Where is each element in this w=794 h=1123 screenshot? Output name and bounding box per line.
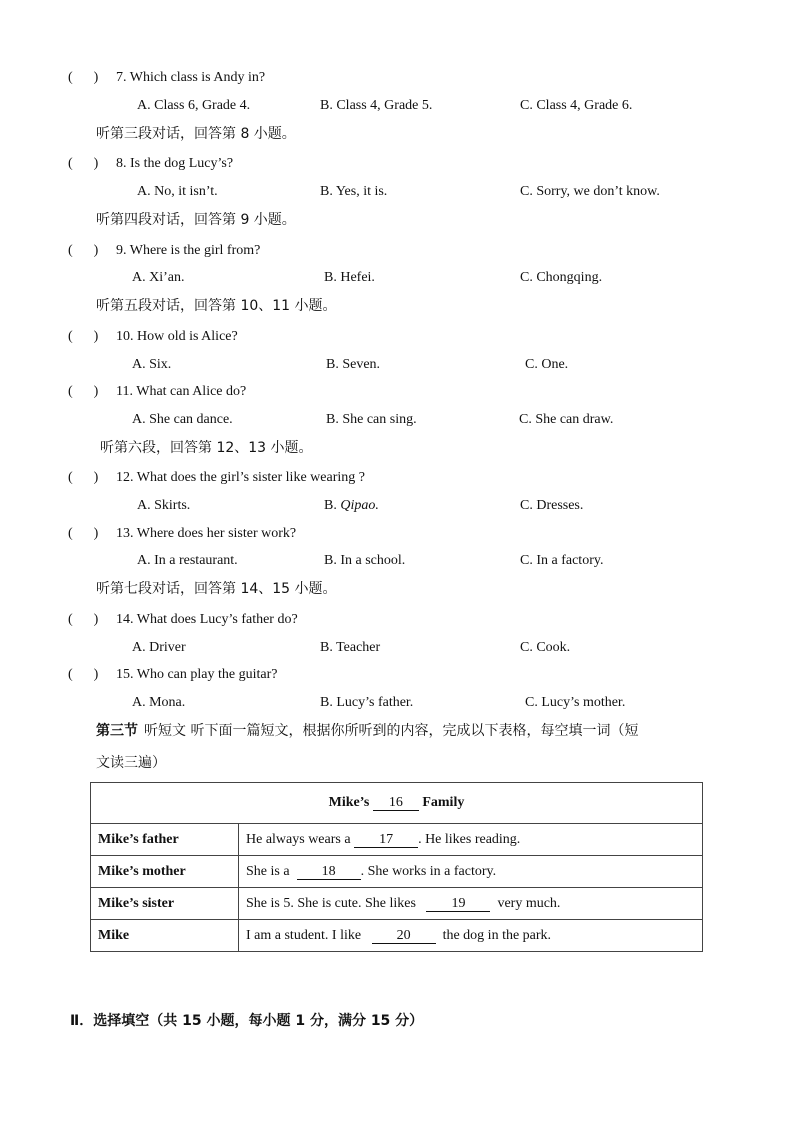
option-b-letter: B. [324,498,337,513]
option-c[interactable]: C. Chongqing. [520,270,603,285]
table-title: Mike’s 16 Family [91,783,703,824]
row-label: Mike’s mother [91,856,239,888]
option-a[interactable]: A. Six. [132,357,172,372]
option-a[interactable]: A. No, it isn’t. [137,184,218,199]
row-content: He always wears a 17 . He likes reading. [239,824,703,856]
instruction-s3: 听第三段对话，回答第 8 小题。 [96,126,296,142]
option-c[interactable]: C. Cook. [520,640,571,655]
instruction-s7: 听第七段对话，回答第 14、15 小题。 [96,581,337,597]
section3-line2: 文读三遍） [96,755,166,771]
instruction-s5: 听第五段对话，回答第 10、11 小题。 [96,298,337,314]
answer-paren[interactable]: ( ) [68,70,99,85]
answer-paren[interactable]: ( ) [68,329,99,344]
section3-text: 听短文 听下面一篇短文，根据你所听到的内容，完成以下表格，每空填一词（短 [144,723,639,739]
option-b[interactable]: B. She can sing. [326,412,417,427]
blank-19[interactable]: 19 [426,897,490,912]
option-c[interactable]: C. Class 4, Grade 6. [520,98,633,113]
table-row [91,888,703,920]
table-row [91,920,703,952]
question-text: 12. What does the girl’s sister like wearing ? [116,470,365,485]
question-text: 15. Who can play the guitar? [116,667,278,682]
option-a[interactable]: A. Xi’an. [132,270,185,285]
table-row [91,856,703,888]
option-a[interactable]: A. Driver [132,640,186,655]
blank-16[interactable]: 16 [373,796,419,811]
row-label: Mike’s sister [91,888,239,920]
row-label: Mike’s father [91,824,239,856]
option-c[interactable]: C. In a factory. [520,553,604,568]
answer-paren[interactable]: ( ) [68,667,99,682]
instruction-s6: 听第六段，回答第 12、13 小题。 [100,440,313,456]
option-b[interactable]: B. Seven. [326,357,381,372]
answer-paren[interactable]: ( ) [68,156,99,171]
option-c[interactable]: C. Lucy’s mother. [525,695,626,710]
table-row [91,824,703,856]
question-text: 8. Is the dog Lucy’s? [116,156,234,171]
section3-heading: 第三节 [96,723,138,739]
option-b-italic: Qipao. [340,498,379,513]
instruction-s4: 听第四段对话，回答第 9 小题。 [96,212,296,228]
option-b[interactable]: B. Yes, it is. [320,184,388,199]
question-text: 10. How old is Alice? [116,329,238,344]
option-a[interactable]: A. Class 6, Grade 4. [137,98,251,113]
question-text: 13. Where does her sister work? [116,526,297,541]
answer-paren[interactable]: ( ) [68,384,99,399]
blank-18[interactable]: 18 [297,865,361,880]
family-table [90,782,703,952]
part2-heading: Ⅱ．选择填空（共 15 小题，每小题 1 分，满分 15 分） [70,1013,424,1029]
question-text: 7. Which class is Andy in? [116,70,266,85]
option-b[interactable]: B. In a school. [324,553,406,568]
question-text: 11. What can Alice do? [116,384,247,399]
table-title-row [91,783,703,824]
option-a[interactable]: A. Mona. [132,695,186,710]
option-c[interactable]: C. She can draw. [519,412,614,427]
option-b[interactable] [324,497,379,515]
answer-paren[interactable]: ( ) [68,470,99,485]
option-a[interactable]: A. Skirts. [137,498,191,513]
option-b[interactable]: B. Lucy’s father. [320,695,414,710]
blank-17[interactable]: 17 [354,833,418,848]
section3-line1 [96,722,638,740]
row-content: I am a student. I like 20 the dog in the park. [239,920,703,952]
answer-paren[interactable]: ( ) [68,612,99,627]
option-b[interactable]: B. Hefei. [324,270,375,285]
option-c[interactable]: C. Sorry, we don’t know. [520,184,660,199]
row-label: Mike [91,920,239,952]
row-content: She is 5. She is cute. She likes 19 very much. [239,888,703,920]
answer-paren[interactable]: ( ) [68,243,99,258]
question-text: 14. What does Lucy’s father do? [116,612,298,627]
question-text: 9. Where is the girl from? [116,243,261,258]
blank-20[interactable]: 20 [372,929,436,944]
option-c[interactable]: C. Dresses. [520,498,584,513]
option-b[interactable]: B. Teacher [320,640,381,655]
option-c[interactable]: C. One. [525,357,569,372]
answer-paren[interactable]: ( ) [68,526,99,541]
option-a[interactable]: A. In a restaurant. [137,553,238,568]
option-a[interactable]: A. She can dance. [132,412,233,427]
row-content: She is a 18 . She works in a factory. [239,856,703,888]
option-b[interactable]: B. Class 4, Grade 5. [320,98,433,113]
